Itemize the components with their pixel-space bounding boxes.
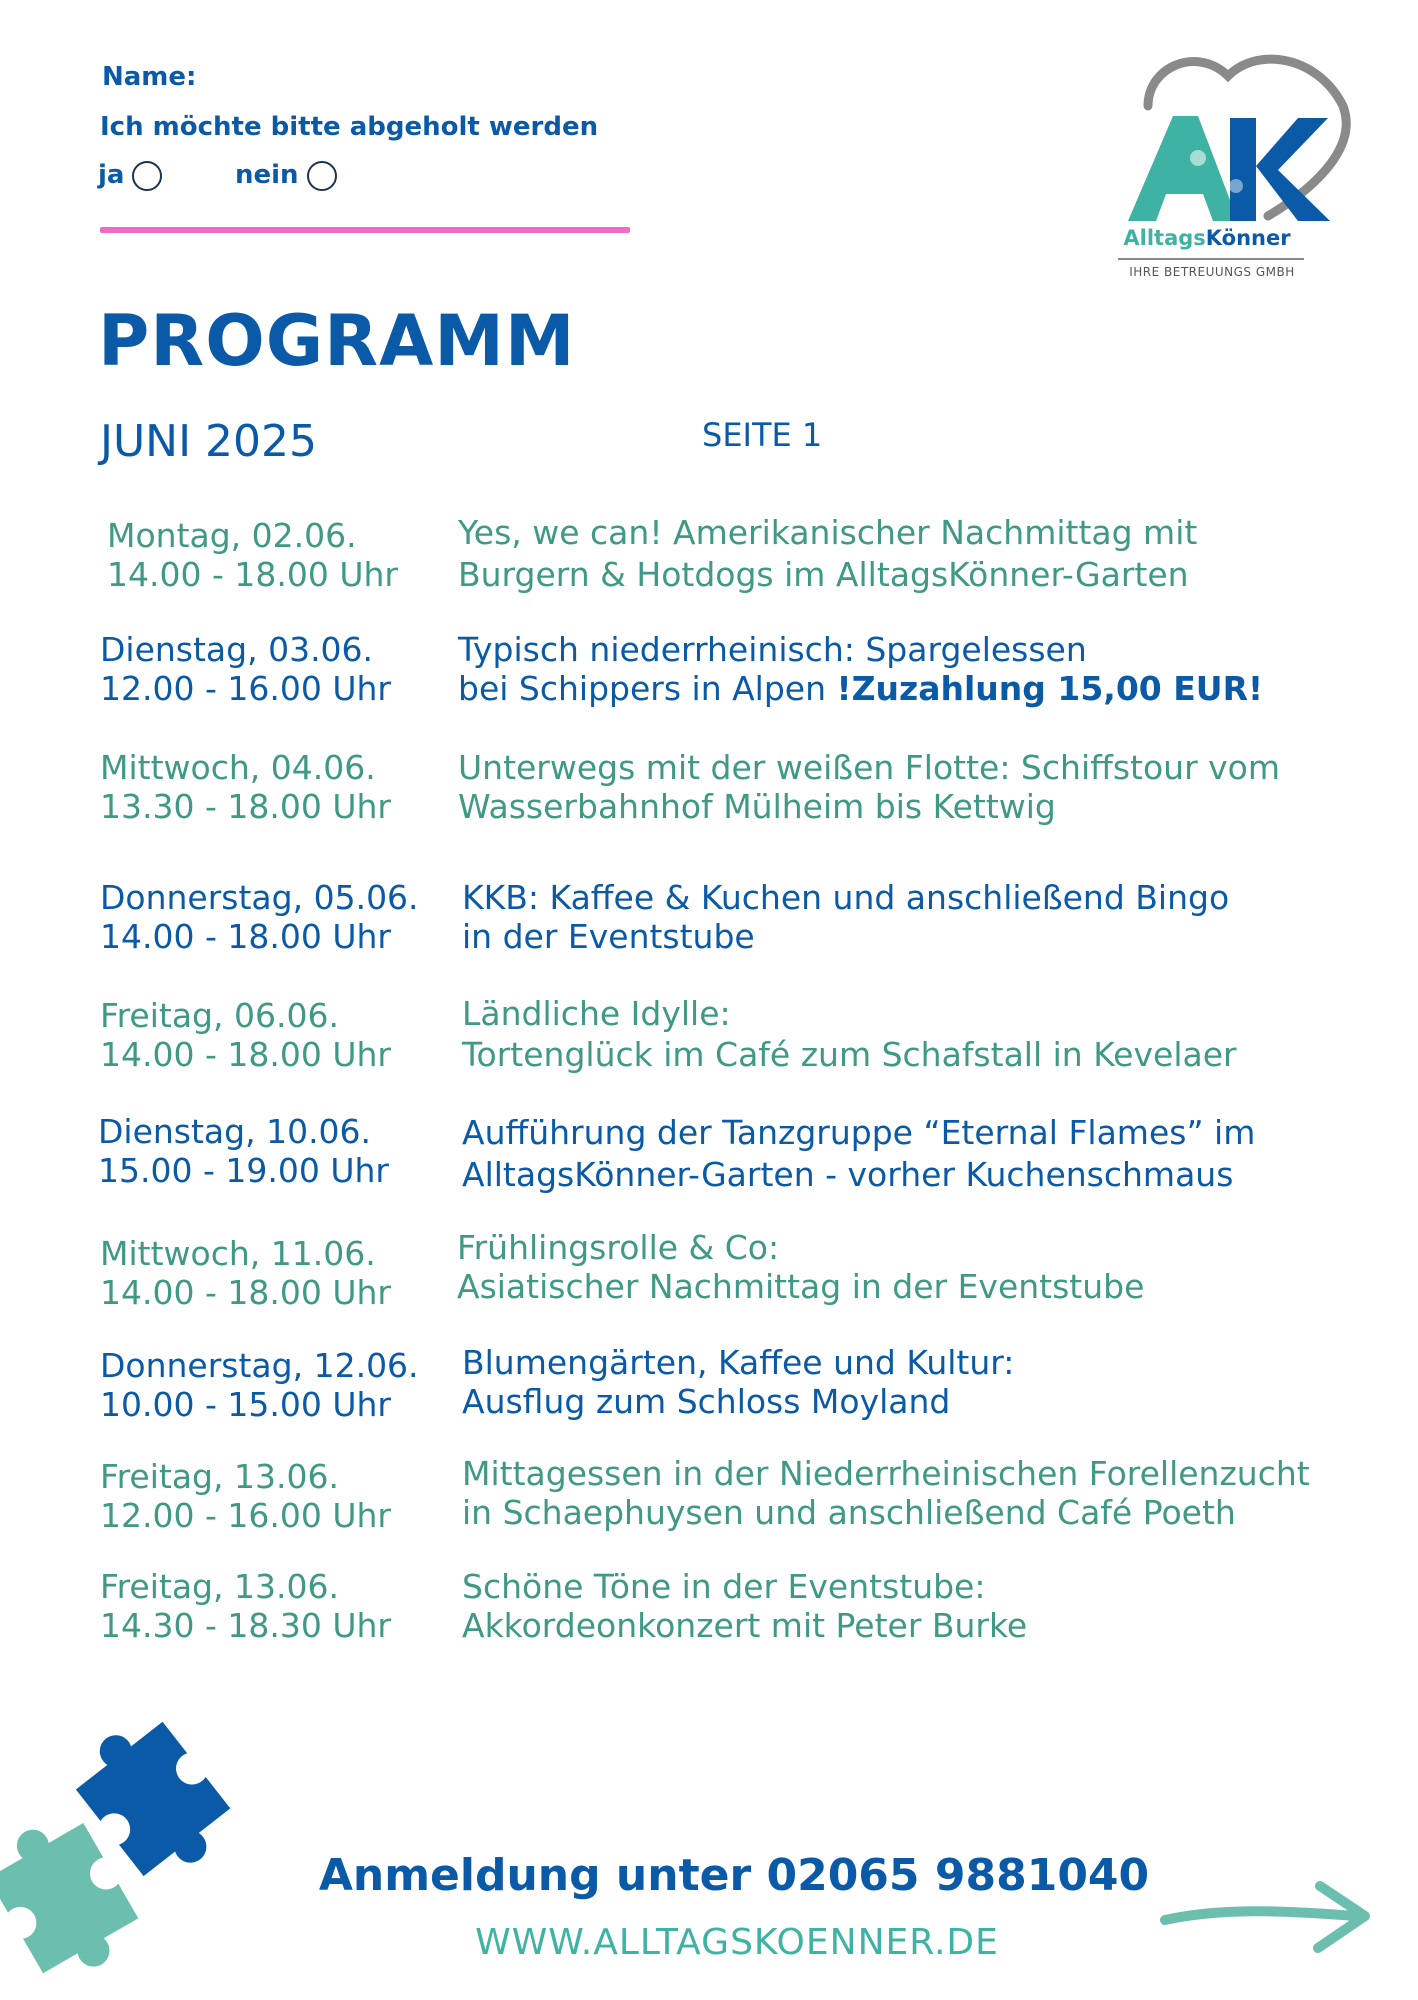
no-label: nein: [235, 160, 299, 190]
event-description: [458, 630, 1263, 708]
event-line: Frühlingsrolle & Co:: [457, 1228, 780, 1267]
event-row: [100, 878, 419, 956]
event-time: 12.00 - 16.00 Uhr: [100, 669, 391, 708]
event-description: [462, 1454, 1310, 1532]
event-description: [458, 512, 1197, 596]
registration-phone: Anmeldung unter 02065 9881040: [318, 1850, 1150, 1901]
event-day: Freitag, 13.06.: [100, 1567, 339, 1606]
event-day: Freitag, 06.06.: [100, 996, 339, 1035]
event-line: Yes, we can! Amerikanischer Nachmittag mit: [458, 513, 1198, 552]
event-line: Asiatischer Nachmittag in der Eventstube: [457, 1267, 1145, 1306]
event-time: 14.00 - 18.00 Uhr: [107, 555, 398, 594]
event-day: Mittwoch, 11.06.: [100, 1234, 376, 1273]
event-line: Aufführung der Tanzgruppe “Eternal Flames” im: [462, 1113, 1256, 1152]
event-row: [107, 516, 398, 594]
yes-radio[interactable]: [132, 161, 162, 191]
event-day: Freitag, 13.06.: [100, 1457, 339, 1496]
event-line: Unterwegs mit der weißen Flotte: Schiffstour vom: [458, 748, 1281, 787]
yes-label: ja: [98, 160, 125, 190]
logo-brand-part1: Alltags: [1123, 226, 1206, 250]
event-description: [462, 1343, 1014, 1421]
event-line: Ausflug zum Schloss Moyland: [462, 1382, 951, 1421]
pickup-no-option[interactable]: [235, 160, 337, 191]
event-time: 14.30 - 18.30 Uhr: [100, 1606, 391, 1645]
event-line-text: bei Schippers in Alpen: [458, 669, 837, 708]
event-row: [100, 1457, 391, 1535]
page-number: SEITE 1: [702, 416, 823, 454]
event-line: KKB: Kaffee & Kuchen und anschließend Bingo: [462, 878, 1230, 917]
logo-divider: [1118, 258, 1304, 260]
event-description: [462, 1112, 1255, 1196]
event-day: Donnerstag, 05.06.: [100, 878, 419, 917]
event-description: [458, 748, 1280, 826]
event-day: Dienstag, 10.06.: [98, 1112, 372, 1151]
event-description: [462, 878, 1229, 956]
event-time: 12.00 - 16.00 Uhr: [100, 1496, 391, 1535]
page-title: PROGRAMM: [98, 300, 576, 382]
event-line: Akkordeonkonzert mit Peter Burke: [462, 1606, 1028, 1645]
event-line: Ländliche Idylle:: [462, 994, 731, 1033]
event-row: [98, 1112, 389, 1190]
event-row: [100, 630, 391, 708]
no-radio[interactable]: [307, 161, 337, 191]
event-line: Typisch niederrheinisch: Spargelessen: [458, 630, 1087, 669]
event-time: 13.30 - 18.00 Uhr: [100, 787, 391, 826]
event-line: Mittagessen in der Niederrheinischen Forellenzucht: [462, 1454, 1310, 1493]
event-line: in Schaephuysen und anschließend Café Poeth: [462, 1493, 1236, 1532]
event-time: 14.00 - 18.00 Uhr: [100, 917, 391, 956]
event-time: 14.00 - 18.00 Uhr: [100, 1273, 391, 1312]
event-row: [100, 996, 391, 1074]
event-time: 14.00 - 18.00 Uhr: [100, 1035, 391, 1074]
event-day: Dienstag, 03.06.: [100, 630, 374, 669]
event-description: [462, 993, 1237, 1075]
website-link[interactable]: WWW.ALLTAGSKOENNER.DE: [475, 1922, 999, 1963]
event-line: [458, 669, 1263, 708]
event-line: Schöne Töne in der Eventstube:: [462, 1567, 986, 1606]
event-line: Tortenglück im Café zum Schafstall in Kevelaer: [462, 1035, 1237, 1074]
event-description: [457, 1228, 1144, 1306]
pickup-yes-option[interactable]: [98, 160, 162, 191]
name-label: Name:: [102, 62, 197, 92]
event-line: Burgern & Hotdogs im AlltagsKönner-Garten: [458, 555, 1189, 594]
event-row: [100, 748, 391, 826]
surcharge-note: !Zuzahlung 15,00 EUR!: [836, 669, 1264, 708]
event-row: [100, 1346, 419, 1424]
event-row: [100, 1234, 391, 1312]
event-line: Wasserbahnhof Mülheim bis Kettwig: [458, 787, 1056, 826]
event-line: in der Eventstube: [462, 917, 755, 956]
event-time: 10.00 - 15.00 Uhr: [100, 1385, 391, 1424]
event-line: Blumengärten, Kaffee und Kultur:: [462, 1343, 1015, 1382]
event-line: AlltagsKönner-Garten - vorher Kuchenschmaus: [462, 1155, 1234, 1194]
event-day: Donnerstag, 12.06.: [100, 1346, 419, 1385]
event-day: Montag, 02.06.: [107, 516, 357, 555]
event-day: Mittwoch, 04.06.: [100, 748, 376, 787]
pickup-question: Ich möchte bitte abgeholt werden: [100, 112, 599, 142]
alltagskoenner-logo-icon: [1118, 46, 1358, 226]
logo-subtitle: IHRE BETREUUNGS GMBH: [1129, 265, 1295, 279]
logo-brand: [1112, 226, 1302, 250]
program-month: JUNI 2025: [100, 416, 318, 467]
event-time: 15.00 - 19.00 Uhr: [98, 1151, 389, 1190]
event-description: [462, 1567, 1027, 1645]
form-divider: [100, 227, 630, 233]
logo-brand-part2: Könner: [1205, 226, 1291, 250]
event-row: [100, 1567, 391, 1645]
